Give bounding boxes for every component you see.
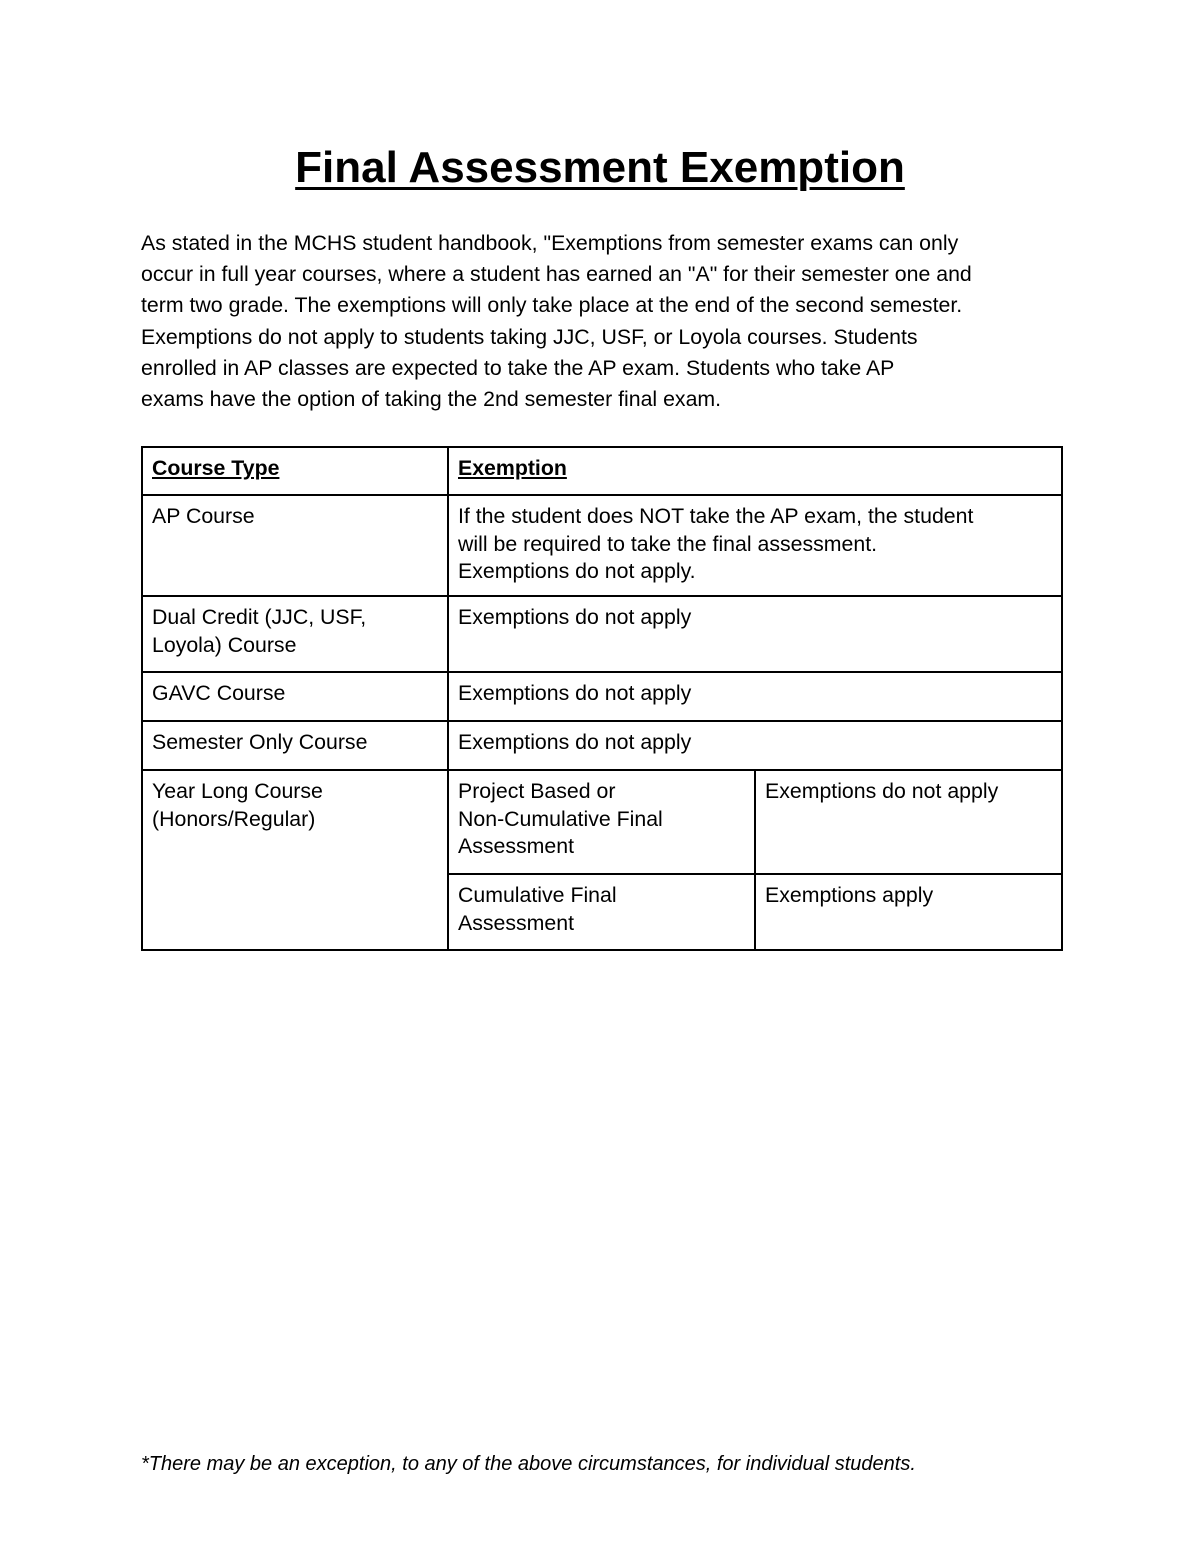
- cell-text: Year Long Course: [152, 779, 323, 803]
- cell-course-gavc: [142, 672, 448, 721]
- cell-text: Exemptions apply: [765, 883, 934, 907]
- table-row: [142, 495, 1062, 596]
- cell-course-year-long: [142, 770, 448, 950]
- intro-line: As stated in the MCHS student handbook, "Exemptions from semester exams can only: [141, 231, 959, 255]
- cell-text: will be required to take the final assessment.: [458, 531, 878, 556]
- header-exemption: Exemption: [448, 447, 1062, 495]
- cell-text: If the student does NOT take the AP exam, the student: [458, 504, 974, 528]
- table-header-row: [142, 447, 1062, 495]
- cell-text: Exemptions do not apply: [458, 730, 692, 754]
- cell-exemption-dual-credit: [448, 596, 1062, 672]
- cell-text: Loyola) Course: [152, 632, 297, 657]
- cell-text: Cumulative Final: [458, 883, 617, 907]
- intro-paragraph: [141, 228, 1071, 415]
- table-row: [142, 596, 1062, 672]
- cell-text: Non-Cumulative Final: [458, 806, 663, 831]
- intro-line: exams have the option of taking the 2nd semester final exam.: [141, 387, 722, 412]
- exemption-table: [141, 446, 1063, 951]
- cell-text: Assessment: [458, 910, 574, 935]
- cell-course-dual-credit: [142, 596, 448, 672]
- cell-exemption-semester-only: [448, 721, 1062, 770]
- intro-line: Exemptions do not apply to students taking JJC, USF, or Loyola courses. Students: [141, 324, 918, 349]
- cell-course-ap: [142, 495, 448, 596]
- cell-text: Semester Only Course: [152, 730, 368, 754]
- exemption-table-container: [141, 446, 1061, 951]
- cell-text: Exemptions do not apply: [458, 605, 692, 629]
- cell-text: Assessment: [458, 834, 574, 858]
- cell-text: Dual Credit (JJC, USF,: [152, 605, 367, 629]
- cell-text: (Honors/Regular): [152, 806, 316, 831]
- page-title: Final Assessment Exemption: [295, 143, 905, 192]
- table-row: [142, 721, 1062, 770]
- cell-text: Project Based or: [458, 779, 616, 803]
- cell-course-semester-only: [142, 721, 448, 770]
- cell-text: GAVC Course: [152, 681, 286, 705]
- intro-line: enrolled in AP classes are expected to take the AP exam. Students who take AP: [141, 355, 895, 380]
- table-row: [142, 672, 1062, 721]
- cell-assessment-project-based: [448, 770, 755, 874]
- cell-assessment-cumulative: [448, 874, 755, 950]
- cell-exemption-ap: [448, 495, 1062, 596]
- cell-exemption-project-based: [755, 770, 1062, 874]
- table-row: [142, 770, 1062, 874]
- footnote: *There may be an exception, to any of the above circumstances, for individual students.: [141, 1453, 916, 1475]
- cell-text: Exemptions do not apply: [765, 779, 999, 803]
- intro-line: occur in full year courses, where a student has earned an "A" for their semester one and: [141, 262, 972, 287]
- cell-exemption-gavc: [448, 672, 1062, 721]
- header-course-type: Course Type: [142, 447, 448, 495]
- intro-line: term two grade. The exemptions will only take place at the end of the second semester.: [141, 293, 963, 318]
- cell-text: AP Course: [152, 504, 255, 528]
- cell-text: Exemptions do not apply: [458, 681, 692, 705]
- cell-text: Exemptions do not apply.: [458, 559, 696, 583]
- cell-exemption-cumulative: [755, 874, 1062, 950]
